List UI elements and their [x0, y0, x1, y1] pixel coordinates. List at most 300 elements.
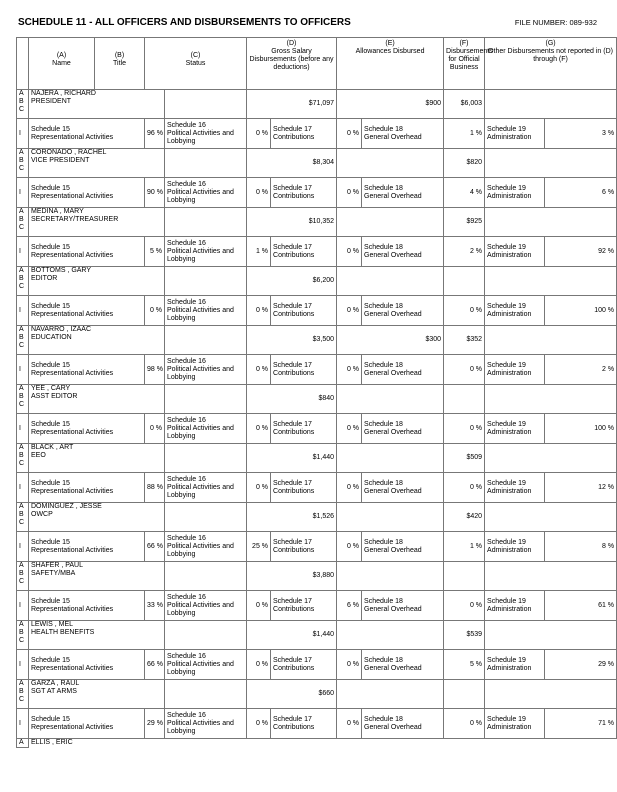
gross-salary-cell	[247, 90, 337, 119]
col-a-label: Name	[52, 60, 71, 67]
official-business-cell	[444, 621, 485, 650]
schedule-19-desc: Administration	[487, 487, 532, 495]
schedule-16-percent: 0 %	[255, 188, 269, 196]
schedule-19-desc: Administration	[487, 664, 532, 672]
schedule-15-label: Schedule 15	[31, 597, 70, 605]
officer-name: YEE , CARY	[31, 385, 71, 392]
schedule-percent-row	[17, 119, 617, 149]
official-business-cell	[444, 267, 485, 296]
allowances-cell	[337, 680, 444, 709]
officer-row	[17, 149, 617, 178]
header-col-e	[337, 38, 444, 90]
row-letter-i: I	[19, 660, 21, 668]
other-disbursements-cell	[485, 326, 617, 355]
row-letter-c: C	[19, 165, 25, 172]
officer-row	[17, 267, 617, 296]
schedule-15-label: Schedule 15	[31, 302, 70, 310]
row-letter-b: B	[19, 334, 24, 341]
row-letters	[17, 562, 29, 591]
schedule-18-percent-cell	[444, 591, 485, 621]
schedule-17-percent: 0 %	[346, 719, 360, 727]
officer-row	[17, 208, 617, 237]
gross-salary-cell	[247, 444, 337, 473]
schedule-17-label: Schedule 17	[273, 420, 312, 428]
schedule-18-desc: General Overhead	[364, 664, 422, 672]
row-letter-c: C	[19, 342, 25, 349]
schedule-17-desc: Contributions	[273, 723, 315, 731]
gross-salary-cell	[247, 208, 337, 237]
schedule-15-label: Schedule 15	[31, 656, 70, 664]
header-col-d	[247, 38, 337, 90]
schedule-15-percent-cell	[145, 709, 165, 739]
schedule-15-cell	[29, 650, 145, 680]
row-letter-i-cell	[17, 650, 29, 680]
officer-row	[17, 385, 617, 414]
gross-salary: $1,526	[312, 513, 335, 520]
schedule-17-label: Schedule 17	[273, 361, 312, 369]
schedule-15-label: Schedule 15	[31, 125, 70, 133]
row-letter-b: B	[19, 629, 24, 636]
schedule-17-percent: 6 %	[346, 601, 360, 609]
schedule-18-label: Schedule 18	[364, 597, 403, 605]
schedule-18-cell	[362, 178, 444, 208]
schedule-18-percent: 5 %	[469, 660, 483, 668]
schedule-15-cell	[29, 119, 145, 149]
schedule-16-percent-cell	[247, 709, 271, 739]
row-letter-c: C	[19, 519, 25, 526]
schedule-17-cell	[271, 650, 337, 680]
schedule-18-cell	[362, 237, 444, 267]
row-letters	[17, 680, 29, 709]
schedule-16-cell	[165, 296, 247, 326]
officer-title: EDUCATION	[31, 334, 72, 341]
row-letter-b: B	[19, 452, 24, 459]
row-letter-b: B	[19, 216, 24, 223]
row-letter-i: I	[19, 542, 21, 550]
schedule-15-percent-cell	[145, 414, 165, 444]
schedule-18-label: Schedule 18	[364, 656, 403, 664]
schedule-17-desc: Contributions	[273, 605, 315, 613]
row-letter-i: I	[19, 365, 21, 373]
schedule-17-percent-cell	[337, 414, 362, 444]
officer-name-title	[29, 149, 165, 178]
officer-name: LEWIS , MEL	[31, 621, 74, 628]
schedule-16-label: Schedule 16	[167, 475, 206, 483]
row-letter-a: A	[19, 621, 24, 628]
officer-name-title	[29, 503, 165, 532]
officer-row	[17, 444, 617, 473]
allowances-cell	[337, 149, 444, 178]
row-letters	[17, 621, 29, 650]
schedule-17-label: Schedule 17	[273, 479, 312, 487]
schedule-19-desc: Administration	[487, 428, 532, 436]
schedule-19-percent-cell	[545, 355, 617, 385]
schedule-19-cell	[485, 591, 545, 621]
schedule-18-cell	[362, 355, 444, 385]
row-letter-i-cell	[17, 355, 29, 385]
schedule-18-percent: 0 %	[469, 601, 483, 609]
schedule-18-label: Schedule 18	[364, 125, 403, 133]
row-letter-b: B	[19, 688, 24, 695]
gross-salary-cell	[247, 267, 337, 296]
schedule-15-percent: 96 %	[147, 129, 163, 137]
status-cell	[165, 385, 247, 414]
allowances-cell	[337, 90, 444, 119]
row-letter-i-cell	[17, 178, 29, 208]
schedule-17-percent-cell	[337, 473, 362, 503]
schedule-19-percent-cell	[545, 709, 617, 739]
schedule-16-label: Schedule 16	[167, 711, 206, 719]
schedule-15-percent: 66 %	[147, 660, 163, 668]
schedule-16-desc: Political Activities and	[167, 601, 234, 609]
gross-salary: $1,440	[312, 454, 335, 461]
schedule-18-desc: General Overhead	[364, 546, 422, 554]
schedule-16-percent-cell	[247, 591, 271, 621]
schedule-15-percent: 66 %	[147, 542, 163, 550]
schedule-16-desc-2: Lobbying	[167, 609, 196, 617]
schedule-19-cell	[485, 473, 545, 503]
schedule-18-percent: 0 %	[469, 483, 483, 491]
schedule-16-percent-cell	[247, 650, 271, 680]
schedule-18-label: Schedule 18	[364, 715, 403, 723]
schedule-19-percent: 100 %	[594, 424, 615, 432]
status-cell	[165, 326, 247, 355]
schedule-19-percent: 100 %	[594, 306, 615, 314]
allowances-cell	[337, 444, 444, 473]
schedule-15-percent: 5 %	[149, 247, 162, 255]
schedule-18-label: Schedule 18	[364, 243, 403, 251]
row-letter-b: B	[19, 511, 24, 518]
other-disbursements-cell	[485, 385, 617, 414]
schedule-19-label: Schedule 19	[487, 656, 526, 664]
row-letter-a: A	[19, 90, 24, 97]
officer-name-title	[29, 326, 165, 355]
schedule-17-percent: 0 %	[346, 129, 360, 137]
row-letter-i-cell	[17, 532, 29, 562]
schedule-17-label: Schedule 17	[273, 715, 312, 723]
officer-row	[17, 562, 617, 591]
schedule-17-percent-cell	[337, 237, 362, 267]
schedule-16-desc-2: Lobbying	[167, 727, 196, 735]
schedule-15-label: Schedule 15	[31, 184, 70, 192]
officer-name-title	[29, 208, 165, 237]
schedule-17-label: Schedule 17	[273, 243, 312, 251]
col-b-letter: (B)	[114, 52, 125, 59]
schedule-17-percent: 0 %	[346, 365, 360, 373]
schedule-18-label: Schedule 18	[364, 184, 403, 192]
schedule-15-cell	[29, 709, 145, 739]
schedule-17-percent-cell	[337, 650, 362, 680]
schedule-17-percent-cell	[337, 532, 362, 562]
schedule-19-percent: 71 %	[598, 719, 615, 727]
schedule-15-percent: 98 %	[147, 365, 163, 373]
schedule-percent-row	[17, 650, 617, 680]
schedule-18-percent-cell	[444, 237, 485, 267]
schedule-19-desc: Administration	[487, 251, 532, 259]
row-letters	[17, 326, 29, 355]
schedule-18-desc: General Overhead	[364, 487, 422, 495]
schedule-16-label: Schedule 16	[167, 239, 206, 247]
other-disbursements-cell	[485, 90, 617, 119]
schedule-16-cell	[165, 591, 247, 621]
schedule-16-percent-cell	[247, 119, 271, 149]
schedule-15-percent: 33 %	[147, 601, 163, 609]
schedule-19-label: Schedule 19	[487, 538, 526, 546]
table-header-row	[17, 38, 617, 90]
row-letter-i-cell	[17, 414, 29, 444]
header-col-f	[444, 38, 493, 90]
officer-name: CORONADO , RACHEL	[31, 149, 107, 156]
schedule-16-desc: Political Activities and	[167, 365, 234, 373]
row-letters	[17, 90, 29, 119]
allowances-cell	[337, 267, 444, 296]
schedule-15-cell	[29, 532, 145, 562]
status-cell	[165, 621, 247, 650]
schedule-15-cell	[29, 178, 145, 208]
schedule-16-label: Schedule 16	[167, 593, 206, 601]
official-business-cell	[444, 326, 485, 355]
schedule-19-cell	[485, 178, 545, 208]
schedule-16-desc: Political Activities and	[167, 306, 234, 314]
schedule-percent-row	[17, 296, 617, 326]
gross-salary: $3,880	[312, 572, 335, 579]
row-letter-a: A	[19, 503, 24, 510]
officer-name: GARZA , RAUL	[31, 680, 80, 687]
schedule-16-label: Schedule 16	[167, 534, 206, 542]
schedule-17-label: Schedule 17	[273, 125, 312, 133]
row-letter-c: C	[19, 637, 25, 644]
schedule-17-label: Schedule 17	[273, 656, 312, 664]
row-letter-i: I	[19, 483, 21, 491]
schedule-16-desc: Political Activities and	[167, 483, 234, 491]
schedule-18-percent: 1 %	[469, 129, 483, 137]
schedule-17-cell	[271, 591, 337, 621]
schedule-19-label: Schedule 19	[487, 125, 526, 133]
schedule-19-cell	[485, 532, 545, 562]
official-business: $925	[466, 218, 483, 225]
schedule-15-desc: Representational Activities	[31, 310, 114, 318]
schedule-16-desc-2: Lobbying	[167, 373, 196, 381]
schedule-16-percent: 0 %	[255, 365, 269, 373]
schedule-17-cell	[271, 473, 337, 503]
schedule-19-label: Schedule 19	[487, 479, 526, 487]
schedule-15-desc: Representational Activities	[31, 605, 114, 613]
schedule-percent-row	[17, 532, 617, 562]
schedule-19-cell	[485, 119, 545, 149]
schedule-18-percent: 2 %	[469, 247, 483, 255]
schedule-15-label: Schedule 15	[31, 715, 70, 723]
schedule-17-cell	[271, 296, 337, 326]
row-letters	[17, 385, 29, 414]
schedule-17-percent: 0 %	[346, 424, 360, 432]
schedule-16-percent-cell	[247, 178, 271, 208]
schedule-18-cell	[362, 414, 444, 444]
schedule-19-percent: 2 %	[601, 365, 615, 373]
schedule-17-percent-cell	[337, 591, 362, 621]
schedule-16-cell	[165, 178, 247, 208]
schedule-19-percent-cell	[545, 532, 617, 562]
gross-salary: $3,500	[312, 336, 335, 343]
schedule-19-label: Schedule 19	[487, 361, 526, 369]
schedule-18-percent-cell	[444, 414, 485, 444]
row-letters	[17, 503, 29, 532]
schedule-16-cell	[165, 355, 247, 385]
other-disbursements-cell	[485, 503, 617, 532]
status-cell	[165, 503, 247, 532]
row-letter-i: I	[19, 306, 21, 314]
officer-row	[17, 90, 617, 119]
schedule-18-desc: General Overhead	[364, 192, 422, 200]
col-c-label: Status	[185, 60, 206, 67]
status-cell	[165, 208, 247, 237]
other-disbursements-cell	[485, 149, 617, 178]
row-letter-i: I	[19, 188, 21, 196]
gross-salary: $840	[318, 395, 335, 402]
schedule-15-desc: Representational Activities	[31, 133, 114, 141]
schedule-19-percent-cell	[545, 178, 617, 208]
officer-name-title	[29, 444, 165, 473]
schedule-19-percent: 3 %	[601, 129, 615, 137]
other-disbursements-cell	[485, 444, 617, 473]
schedule-16-desc: Political Activities and	[167, 247, 234, 255]
schedule-18-percent-cell	[444, 355, 485, 385]
schedule-16-desc-2: Lobbying	[167, 491, 196, 499]
schedule-18-desc: General Overhead	[364, 428, 422, 436]
schedule-15-desc: Representational Activities	[31, 369, 114, 377]
officer-name: NAVARRO , IZAAC	[31, 326, 92, 333]
officer-title: SECRETARY/TREASURER	[31, 216, 119, 223]
schedule-16-desc: Political Activities and	[167, 129, 234, 137]
schedule-19-cell	[485, 296, 545, 326]
row-letter-a: A	[19, 267, 24, 274]
schedule-15-cell	[29, 591, 145, 621]
schedule-15-percent-cell	[145, 355, 165, 385]
schedule-15-percent: 88 %	[147, 483, 163, 491]
schedule-19-desc: Administration	[487, 133, 532, 141]
schedule-19-percent-cell	[545, 591, 617, 621]
schedule-15-percent-cell	[145, 473, 165, 503]
schedule-16-percent-cell	[247, 237, 271, 267]
schedule-17-cell	[271, 355, 337, 385]
row-letter-i-cell	[17, 296, 29, 326]
schedule-15-percent: 90 %	[147, 188, 163, 196]
schedule-15-percent: 0 %	[149, 306, 162, 314]
col-d-label: Gross Salary Disbursements (before any deductions)	[249, 48, 334, 71]
row-letter-c: C	[19, 106, 25, 113]
status-cell	[165, 90, 247, 119]
schedule-18-cell	[362, 709, 444, 739]
schedule-16-desc-2: Lobbying	[167, 196, 196, 204]
schedule-17-cell	[271, 414, 337, 444]
schedule-15-percent-cell	[145, 591, 165, 621]
officer-name: BOTTOMS , GARY	[31, 267, 92, 274]
schedule-19-desc: Administration	[487, 310, 532, 318]
officer-name: NAJERA , RICHARD	[31, 90, 96, 97]
schedule-18-desc: General Overhead	[364, 605, 422, 613]
row-letters	[17, 208, 29, 237]
schedule-16-cell	[165, 237, 247, 267]
col-g-label: Other Disbursements not reported in (D) through (F)	[488, 48, 613, 63]
official-business: $420	[466, 513, 483, 520]
schedule-18-percent-cell	[444, 532, 485, 562]
official-business: $509	[466, 454, 483, 461]
other-disbursements-cell	[485, 562, 617, 591]
schedule-17-desc: Contributions	[273, 487, 315, 495]
schedule-16-cell	[165, 650, 247, 680]
row-letter-i-cell	[17, 709, 29, 739]
row-letter-c: C	[19, 401, 25, 408]
schedule-16-cell	[165, 532, 247, 562]
officer-name-title	[29, 739, 617, 748]
schedule-15-cell	[29, 355, 145, 385]
schedule-15-percent-cell	[145, 119, 165, 149]
row-letter-i-cell	[17, 119, 29, 149]
officer-name-title	[29, 562, 165, 591]
schedule-19-percent: 29 %	[598, 660, 615, 668]
schedule-percent-row	[17, 414, 617, 444]
header-col-b	[95, 38, 145, 90]
schedule-18-label: Schedule 18	[364, 538, 403, 546]
schedule-19-cell	[485, 237, 545, 267]
row-letter-b: B	[19, 393, 24, 400]
schedule-16-desc: Political Activities and	[167, 719, 234, 727]
schedule-15-cell	[29, 296, 145, 326]
header-col-a	[29, 38, 95, 90]
officer-name-title	[29, 385, 165, 414]
row-letter-i: I	[19, 601, 21, 609]
schedule-17-label: Schedule 17	[273, 538, 312, 546]
schedule-16-percent: 0 %	[255, 129, 269, 137]
schedule-16-desc: Political Activities and	[167, 424, 234, 432]
row-letters	[17, 739, 29, 748]
gross-salary: $10,352	[308, 218, 335, 225]
schedule-18-label: Schedule 18	[364, 479, 403, 487]
schedule-15-cell	[29, 473, 145, 503]
officer-title: EDITOR	[31, 275, 58, 282]
header-col-g	[485, 38, 617, 90]
allowances-cell	[337, 326, 444, 355]
schedule-15-desc: Representational Activities	[31, 428, 114, 436]
schedule-16-percent-cell	[247, 355, 271, 385]
schedule-percent-row	[17, 591, 617, 621]
schedule-19-cell	[485, 650, 545, 680]
allowances-cell	[337, 385, 444, 414]
schedule-16-desc-2: Lobbying	[167, 314, 196, 322]
schedule-15-label: Schedule 15	[31, 361, 70, 369]
schedule-16-desc: Political Activities and	[167, 660, 234, 668]
official-business: $6,003	[460, 100, 483, 107]
officer-row	[17, 326, 617, 355]
row-letter-i: I	[19, 719, 21, 727]
schedule-17-cell	[271, 119, 337, 149]
officer-title: SAFETY/MBA	[31, 570, 76, 577]
schedule-15-percent-cell	[145, 237, 165, 267]
row-letter-a: A	[19, 444, 24, 451]
schedule-15-label: Schedule 15	[31, 420, 70, 428]
schedule-18-percent: 0 %	[469, 424, 483, 432]
allowances-cell	[337, 621, 444, 650]
officer-name-title	[29, 267, 165, 296]
col-d-letter: (D)	[286, 40, 297, 47]
row-letter-b: B	[19, 275, 24, 282]
official-business-cell	[444, 444, 485, 473]
gross-salary: $6,200	[312, 277, 335, 284]
official-business-cell	[444, 385, 485, 414]
official-business-cell	[444, 503, 485, 532]
schedule-15-label: Schedule 15	[31, 538, 70, 546]
schedule-18-label: Schedule 18	[364, 420, 403, 428]
schedule-17-desc: Contributions	[273, 310, 315, 318]
